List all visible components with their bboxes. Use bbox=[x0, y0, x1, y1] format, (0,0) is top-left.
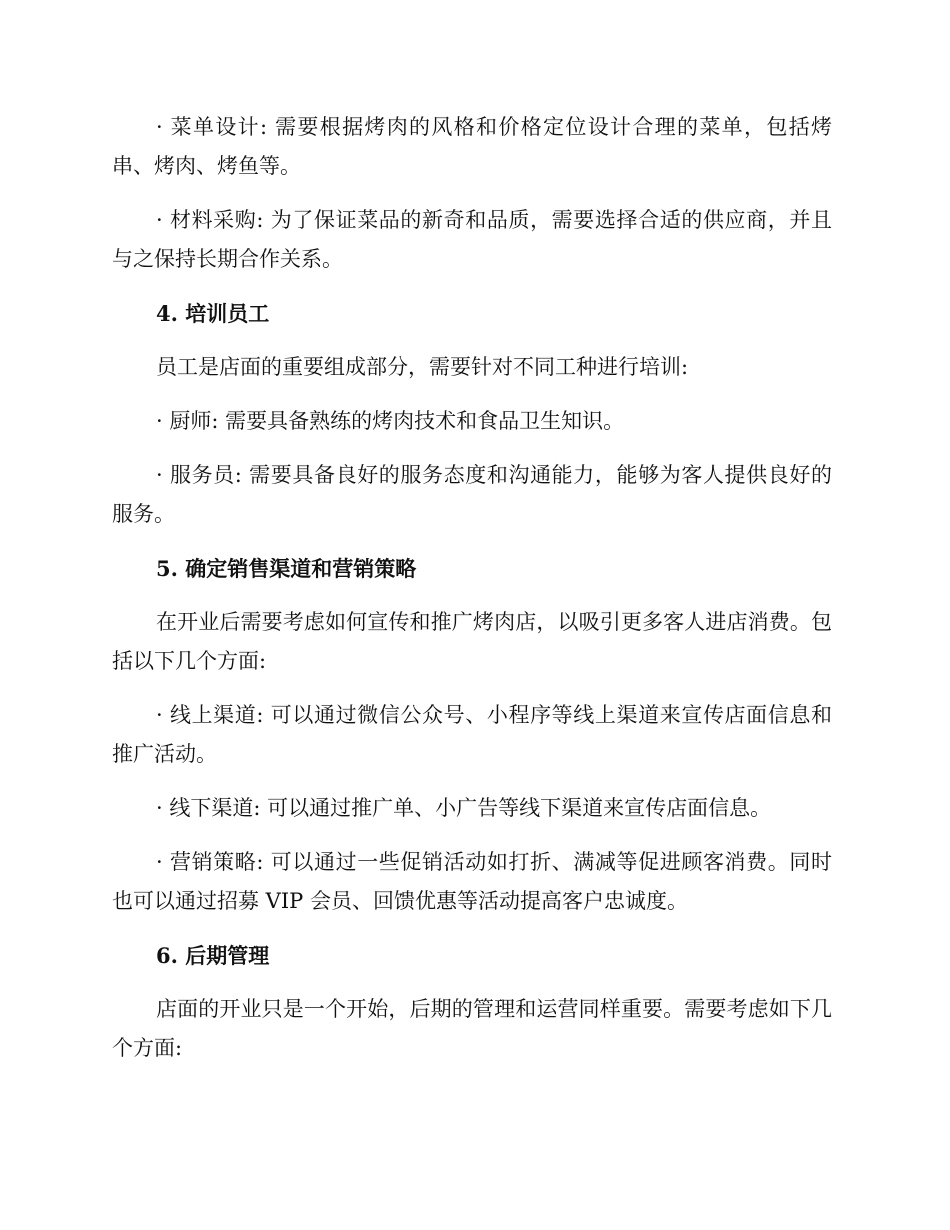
paragraph-staff-intro: 员工是店面的重要组成部分，需要针对不同工种进行培训: bbox=[156, 355, 689, 379]
paragraph-management-intro: 店面的开业只是一个开始，后期的管理和运营同样重要。需要考虑如下几个方面: bbox=[112, 997, 832, 1060]
section-heading-train-staff: 4. 培训员工 bbox=[156, 301, 270, 326]
paragraph-material-purchasing: · 材料采购: 为了保证菜品的新奇和品质，需要选择合适的供应商，并且与之保持长期合作关系。 bbox=[112, 208, 832, 271]
section-heading-later-management: 6. 后期管理 bbox=[156, 943, 270, 968]
paragraph-marketing-strategy: · 营销策略: 可以通过一些促销活动如打折、满减等促进顾客消费。同时也可以通过招募 VIP 会员、回馈优惠等活动提高客户忠诚度。 bbox=[112, 850, 832, 913]
paragraph-waiter: · 服务员: 需要具备良好的服务态度和沟通能力，能够为客人提供良好的服务。 bbox=[112, 463, 832, 526]
paragraph-marketing-intro: 在开业后需要考虑如何宣传和推广烤肉店，以吸引更多客人进店消费。包括以下几个方面: bbox=[112, 610, 832, 673]
paragraph-online-channel: · 线上渠道: 可以通过微信公众号、小程序等线上渠道来宣传店面信息和推广活动。 bbox=[112, 703, 832, 766]
paragraph-chef: · 厨师: 需要具备熟练的烤肉技术和食品卫生知识。 bbox=[156, 409, 625, 433]
paragraph-menu-design: · 菜单设计: 需要根据烤肉的风格和价格定位设计合理的菜单，包括烤串、烤肉、烤鱼等。 bbox=[112, 115, 832, 178]
section-heading-sales-marketing: 5. 确定销售渠道和营销策略 bbox=[156, 556, 417, 581]
paragraph-offline-channel: · 线下渠道: 可以通过推广单、小广告等线下渠道来宣传店面信息。 bbox=[156, 796, 772, 820]
document-page bbox=[112, 108, 832, 1083]
